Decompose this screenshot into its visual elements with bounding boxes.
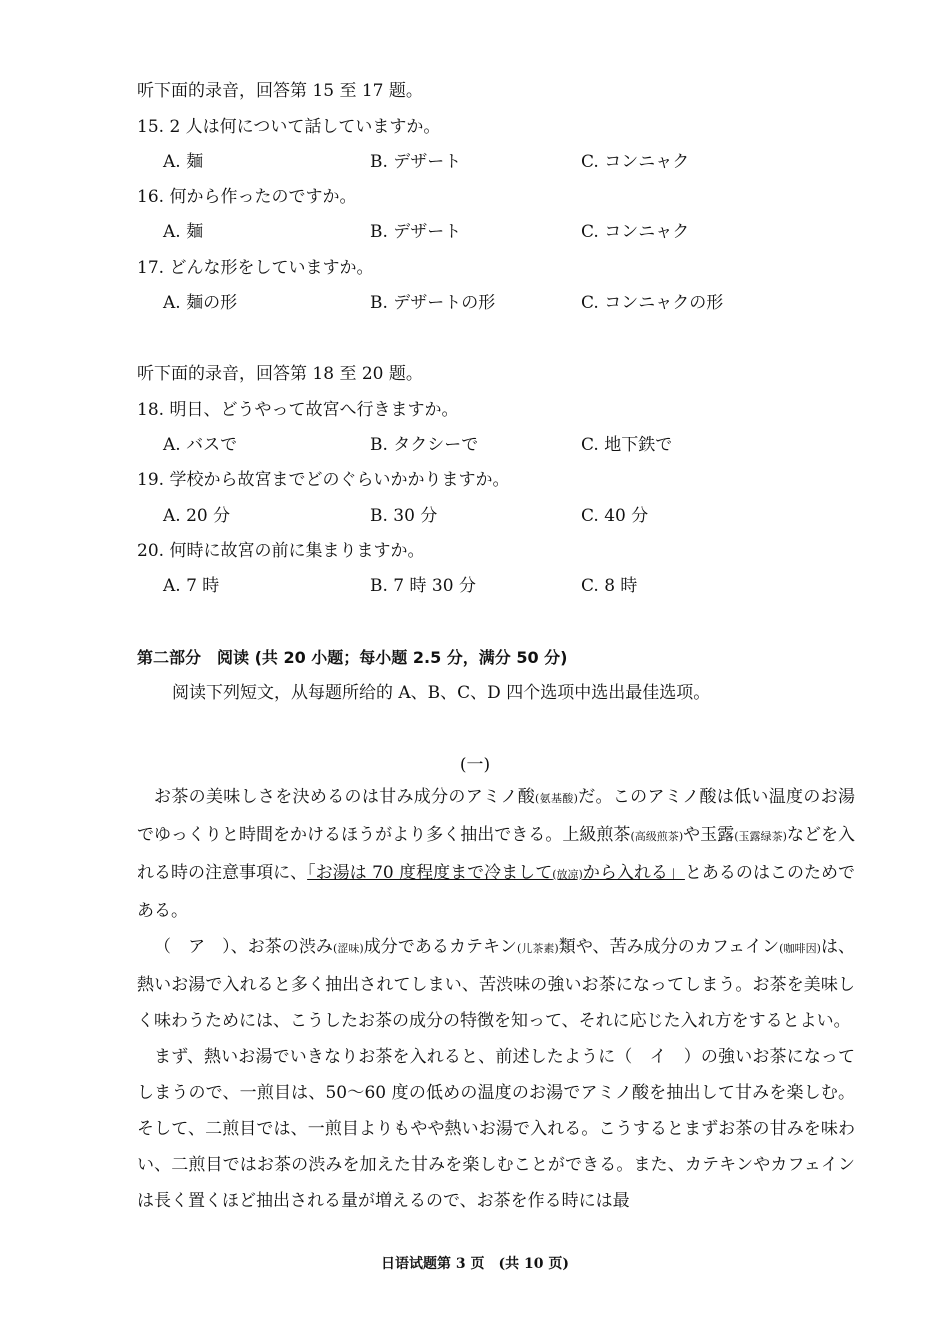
text: 成分であるカテキン bbox=[363, 937, 517, 957]
option-a: A. 麺 bbox=[163, 222, 204, 242]
option-a: A. 7 時 bbox=[163, 576, 220, 596]
annotation: (儿茶素) bbox=[516, 942, 559, 955]
annotation: (氨基酸) bbox=[535, 792, 578, 805]
option-c: C. 地下鉄で bbox=[581, 435, 673, 455]
text: は、熱いお湯で入れると多く抽出されてしまい、苦渋味の強いお茶になってしまう。お茶を美味しく味わうためには、こうしたお茶の成分の特徴を知って、それに応じた入れ方をするとよい。 bbox=[137, 937, 856, 1031]
section1-instruction: 听下面的录音，回答第 15 至 17 题。 bbox=[137, 81, 423, 101]
question-15: 15. 2 人は何について話していますか。 bbox=[137, 117, 441, 137]
option-c: C. コンニャク bbox=[581, 222, 690, 242]
option-b: B. タクシーで bbox=[370, 435, 479, 455]
text: とあるのはこのためである。 bbox=[137, 863, 855, 921]
part2-instruction: 阅读下列短文，从每题所给的 A、B、C、D 四个选项中选出最佳选项。 bbox=[172, 683, 711, 703]
text: 類や、苦み成分のカフェイン bbox=[558, 937, 780, 957]
question-20: 20. 何時に故宮の前に集まりますか。 bbox=[137, 541, 425, 561]
paragraph-1 bbox=[137, 779, 855, 929]
option-a: A. 麺の形 bbox=[163, 293, 238, 313]
annotation: (高级煎茶) bbox=[630, 830, 684, 843]
question-18: 18. 明日、どうやって故宮へ行きますか。 bbox=[137, 400, 459, 420]
text: （ ア ）、お茶の渋み bbox=[154, 937, 333, 957]
text: お茶の美味しさを決めるのは甘み成分のアミノ酸 bbox=[154, 787, 536, 807]
section2-instruction: 听下面的录音，回答第 18 至 20 题。 bbox=[137, 364, 423, 384]
option-a: A. バスで bbox=[163, 435, 238, 455]
option-a: A. 20 分 bbox=[163, 506, 231, 526]
text: などを入れる時の注意事項に、 bbox=[137, 825, 855, 883]
option-a: A. 麺 bbox=[163, 152, 204, 172]
paragraph-2 bbox=[137, 929, 855, 1039]
option-c: C. コンニャクの形 bbox=[581, 293, 724, 313]
annotation: (涩味) bbox=[332, 942, 364, 955]
text: や玉露 bbox=[683, 825, 735, 845]
passage-number: (一) bbox=[459, 755, 491, 775]
option-c: C. コンニャク bbox=[581, 152, 690, 172]
option-c: C. 40 分 bbox=[581, 506, 649, 526]
page-footer: 日语试题第 3 页 (共 10 页) bbox=[381, 1256, 569, 1272]
question-16: 16. 何から作ったのですか。 bbox=[137, 187, 357, 207]
question-17: 17. どんな形をしていますか。 bbox=[137, 258, 374, 278]
option-b: B. デザート bbox=[370, 222, 462, 242]
annotation: (咖啡因) bbox=[779, 942, 821, 955]
option-c: C. 8 時 bbox=[581, 576, 638, 596]
annotation: (玉露绿茶) bbox=[734, 830, 787, 843]
question-19: 19. 学校から故宮までどのぐらいかかりますか。 bbox=[137, 470, 510, 490]
text: だ。このアミノ酸は低い温度のお湯でゆっくりと時間をかけるほうがより多く抽出できる。上級煎茶 bbox=[137, 787, 856, 845]
underlined-quote bbox=[307, 863, 685, 883]
part2-heading: 第二部分 阅读 (共 20 小题；每小题 2.5 分，满分 50 分) bbox=[137, 648, 568, 667]
annotation: (放凉) bbox=[552, 868, 583, 881]
option-b: B. デザートの形 bbox=[370, 293, 496, 313]
option-b: B. デザート bbox=[370, 152, 462, 172]
option-b: B. 7 時 30 分 bbox=[370, 576, 476, 596]
paragraph-3: まず、熱いお湯でいきなりお茶を入れると、前述したように（ イ ）の強いお茶になってしまうので、一煎目は、50～60 度の低めの温度のお湯でアミノ酸を抽出して甘みを楽しむ。そして、二煎目では、一煎目よりもやや熱いお湯で入れる。こうするとまずお茶の甘みを味わい、二煎目ではお茶の渋みを加えた甘みを楽しむことができる。また、カテキンやカフェインは長く置くほど抽出される量が増えるので、お茶を作る時には最 bbox=[137, 1047, 855, 1211]
option-b: B. 30 分 bbox=[370, 506, 438, 526]
text: 「お湯は 70 度程度まで冷まして bbox=[307, 863, 553, 883]
reading-passage bbox=[137, 779, 855, 1219]
text: から入れる」 bbox=[582, 863, 685, 883]
